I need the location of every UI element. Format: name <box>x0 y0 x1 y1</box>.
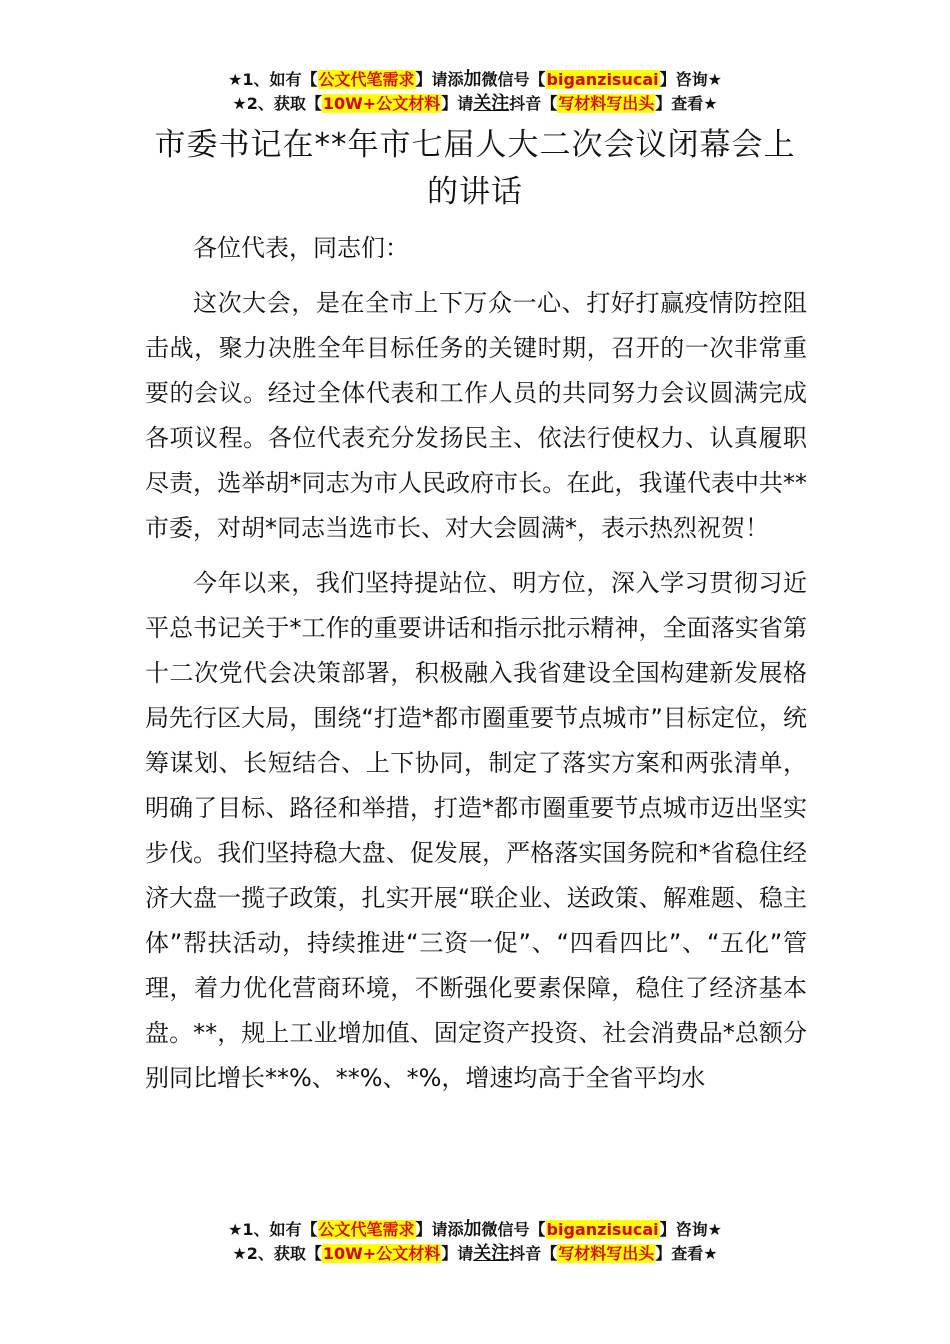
footer-banner <box>0 1218 950 1266</box>
document-body <box>145 226 807 1101</box>
highlight-materials: 10W+公文材料 <box>322 1244 441 1263</box>
banner-text: 加 <box>463 69 482 90</box>
banner-line-2 <box>0 1242 950 1266</box>
highlight-wechat-id: biganzisucai <box>546 70 659 89</box>
banner-text: ★2、获取【 <box>232 1244 322 1263</box>
highlight-douyin: 写材料写出头 <box>558 1244 655 1263</box>
banner-text: 关注 <box>473 1243 510 1264</box>
highlight-douyin: 写材料写出头 <box>558 94 655 113</box>
banner-text: 】请添 <box>415 70 464 89</box>
banner-text: 】请添 <box>415 1220 464 1239</box>
banner-text: ★2、获取【 <box>232 94 322 113</box>
banner-line-1 <box>0 68 950 92</box>
banner-text: 】查看★ <box>655 1244 718 1263</box>
highlight-service: 公文代笔需求 <box>318 70 415 89</box>
banner-text: 微信号【 <box>481 1220 546 1239</box>
banner-text: 】咨询★ <box>659 1220 722 1239</box>
banner-text: 加 <box>463 1219 482 1240</box>
paragraph: 今年以来，我们坚持提站位、明方位，深入学习贯彻习近平总书记关于*工作的重要讲话和指示批示精神，全面落实省第十二次党代会决策部署，积极融入我省建设全国构建新发展格局先行区大局，围绕“打造*都市圈重要节点城市”目标定位，统筹谋划、长短结合、上下协同，制定了落实方案和两张清单，明确了目标、路径和举措，打造*都市圈重要节点城市迈出坚实步伐。我们坚持稳大盘、促发展，严格落实国务院和*省稳住经济大盘一揽子政策，扎实开展“联企业、送政策、解难题、稳主体”帮扶活动，持续推进“三资一促”、“四看四比”、“五化”管理，着力优化营商环境，不断强化要素保障，稳住了经济基本盘。**，规上工业增加值、固定资产投资、社会消费品*总额分别同比增长**%、**%、*%，增速均高于全省平均水 <box>145 569 807 1092</box>
paragraph: 这次大会，是在全市上下万众一心、打好打赢疫情防控阻击战，聚力决胜全年目标任务的关键时期，召开的一次非常重要的会议。经过全体代表和工作人员的共同努力会议圆满完成各项议程。各位代表充分发扬民主、依法行使权力、认真履职尽责，选举胡*同志为市人民政府市长。在此，我谨代表中共**市委，对胡*同志当选市长、对大会圆满*，表示热烈祝贺！ <box>145 289 807 542</box>
banner-line-2 <box>0 92 950 116</box>
banner-text: 】咨询★ <box>659 70 722 89</box>
document-title: 市委书记在**年市七届人大二次会议闭幕会上的讲话 <box>154 127 796 210</box>
salutation: 各位代表，同志们： <box>193 234 409 262</box>
highlight-service: 公文代笔需求 <box>318 1220 415 1239</box>
banner-text: 】请 <box>441 1244 474 1263</box>
highlight-wechat-id: biganzisucai <box>546 1220 659 1239</box>
banner-text: 】请 <box>441 94 474 113</box>
highlight-materials: 10W+公文材料 <box>322 94 441 113</box>
banner-text: 关注 <box>473 93 510 114</box>
banner-text: 微信号【 <box>481 70 546 89</box>
header-banner <box>0 68 950 116</box>
banner-text: 抖音【 <box>509 94 558 113</box>
banner-text: 抖音【 <box>509 1244 558 1263</box>
banner-line-1 <box>0 1218 950 1242</box>
banner-text: 】查看★ <box>655 94 718 113</box>
banner-text: ★1、如有【 <box>228 70 318 89</box>
banner-text: ★1、如有【 <box>228 1220 318 1239</box>
